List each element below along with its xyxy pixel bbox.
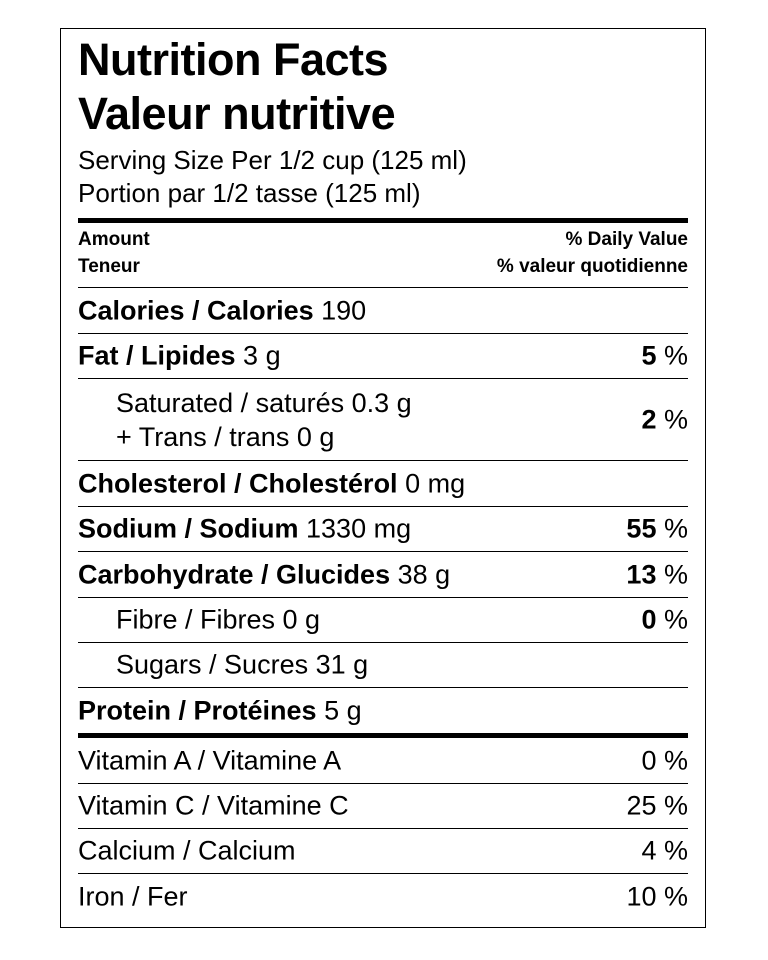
calcium-daily-value: 4 % xyxy=(641,835,688,866)
cholesterol-label: Cholesterol / Cholestérol 0 mg xyxy=(78,468,466,498)
saturated-trans-label: Saturated / saturés 0.3 g + Trans / trans 0 g xyxy=(116,387,412,452)
sugars-label: Sugars / Sucres 31 g xyxy=(116,649,369,680)
sodium-label: Sodium / Sodium 1330 mg xyxy=(78,513,412,544)
column-header xyxy=(78,223,688,287)
fibre-row xyxy=(78,597,688,642)
sugars-row xyxy=(78,642,688,687)
title-english: Nutrition Facts xyxy=(78,34,389,85)
vitamin-a-label: Vitamin A / Vitamine A xyxy=(78,745,342,775)
fibre-label: Fibre / Fibres 0 g xyxy=(116,604,321,635)
vitamin-c-label: Vitamin C / Vitamine C xyxy=(78,790,349,821)
fat-label: Fat / Lipides 3 g xyxy=(78,340,281,371)
calcium-label: Calcium / Calcium xyxy=(78,835,296,866)
daily-value-label-english: % Daily Value xyxy=(565,229,688,250)
fibre-daily-value: 0 % xyxy=(641,604,688,635)
fat-daily-value: 5 % xyxy=(641,340,688,371)
protein-row xyxy=(78,687,688,733)
calories-row xyxy=(78,287,688,333)
vitamin-a-row xyxy=(78,738,688,783)
calories-label: Calories / Calories 190 xyxy=(78,295,367,325)
cholesterol-row xyxy=(78,460,688,506)
nutrition-facts-panel xyxy=(60,28,706,928)
iron-label: Iron / Fer xyxy=(78,881,188,911)
iron-row xyxy=(78,873,688,919)
sodium-daily-value: 55 % xyxy=(626,513,688,544)
amount-label-french: Teneur xyxy=(78,256,140,277)
title-french: Valeur nutritive xyxy=(78,88,396,139)
nutrition-facts-content xyxy=(78,29,688,919)
saturated-trans-row xyxy=(78,378,688,460)
saturated-daily-value: 2 % xyxy=(641,404,688,434)
carbohydrate-daily-value: 13 % xyxy=(626,559,688,589)
carbohydrate-label: Carbohydrate / Glucides 38 g xyxy=(78,559,451,589)
vitamin-c-daily-value: 25 % xyxy=(626,790,688,821)
vitamin-c-row xyxy=(78,783,688,828)
vitamin-a-daily-value: 0 % xyxy=(641,745,688,775)
daily-value-label-french: % valeur quotidienne xyxy=(496,256,688,277)
fat-row xyxy=(78,333,688,378)
amount-label-english: Amount xyxy=(78,229,150,250)
iron-daily-value: 10 % xyxy=(626,881,688,911)
serving-size-french: Portion par 1/2 tasse (125 ml) xyxy=(78,178,421,208)
serving-size-english: Serving Size Per 1/2 cup (125 ml) xyxy=(78,145,467,175)
protein-label: Protein / Protéines 5 g xyxy=(78,695,362,725)
calcium-row xyxy=(78,828,688,873)
sodium-row xyxy=(78,506,688,551)
carbohydrate-row xyxy=(78,551,688,597)
